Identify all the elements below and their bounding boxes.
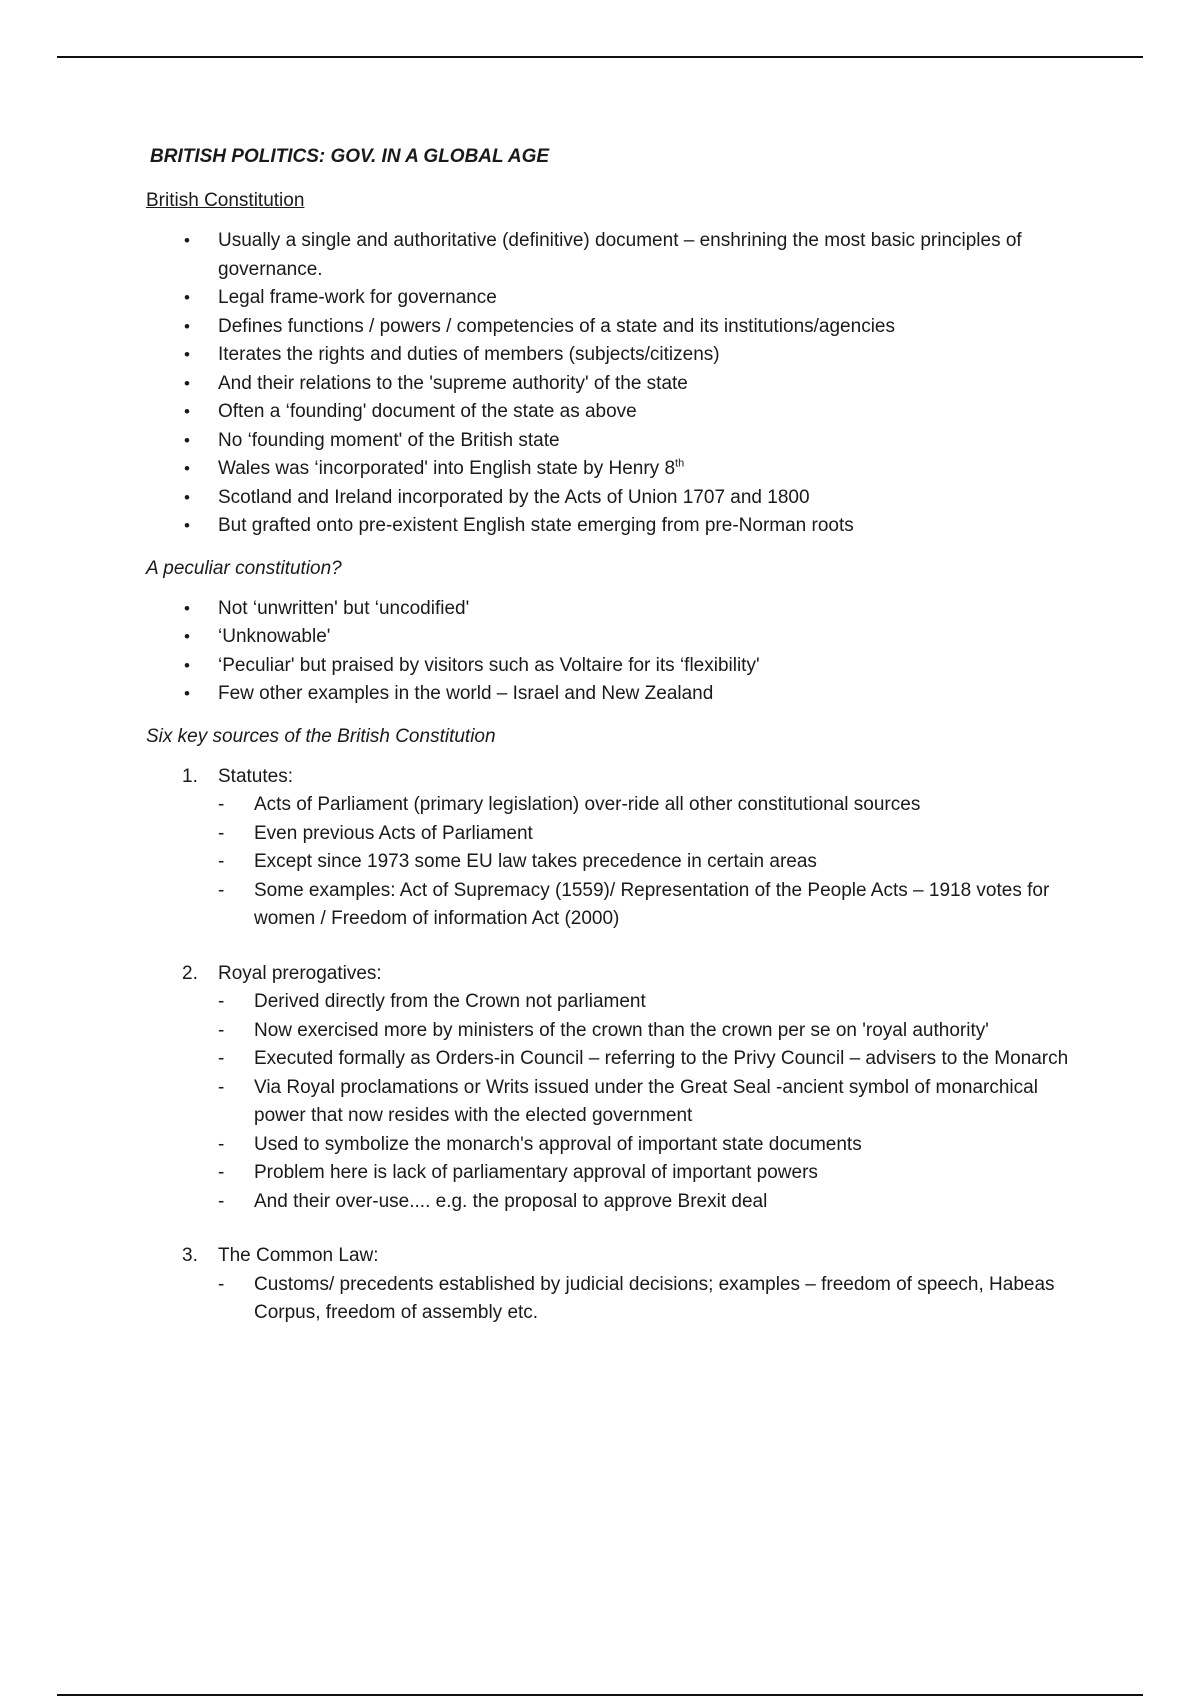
- list-item: - Executed formally as Orders-in Council – referring to the Privy Council – advisers to the Monarch: [146, 1045, 1086, 1074]
- list-item: - Customs/ precedents established by judicial decisions; examples – freedom of speech, Habeas Corpus, freedom of assembly etc.: [146, 1271, 1086, 1328]
- list-item: • Usually a single and authoritative (definitive) document – enshrining the most basic principles of governance.: [146, 227, 1086, 284]
- bullet-icon: •: [184, 487, 190, 507]
- list-item: - Used to symbolize the monarch's approval of important state documents: [146, 1131, 1086, 1160]
- dash-list: [146, 791, 1086, 934]
- bullet-icon: •: [184, 288, 190, 307]
- list-item: • Legal frame-work for governance: [146, 284, 1086, 313]
- bullet-icon: •: [184, 598, 190, 618]
- list-item: • But grafted onto pre-existent English state emerging from pre-Norman roots: [146, 512, 1086, 541]
- list-item: - Some examples: Act of Supremacy (1559)/ Representation of the People Acts – 1918 votes for women / Freedom of information Act (2000): [146, 877, 1086, 934]
- list-item: • Wales was ‘incorporated' into English state by Henry 8th: [146, 455, 1086, 484]
- document-title: BRITISH POLITICS: GOV. IN A GLOBAL AGE: [150, 146, 550, 167]
- dash-icon: -: [218, 1273, 225, 1295]
- bullet-list-british-constitution: [146, 227, 1086, 541]
- bullet-icon: •: [184, 373, 190, 393]
- top-rule: [57, 56, 1143, 58]
- list-item: • ‘Peculiar' but praised by visitors such as Voltaire for its ‘flexibility': [146, 652, 1086, 681]
- document-body: [146, 143, 1086, 1354]
- list-item: • And their relations to the 'supreme authority' of the state: [146, 370, 1086, 399]
- source-royal-prerogatives: [146, 960, 1086, 1217]
- dash-icon: -: [218, 1162, 225, 1183]
- dash-icon: -: [218, 1076, 225, 1098]
- bottom-rule: [57, 1694, 1143, 1696]
- dash-icon: -: [218, 1048, 225, 1069]
- dash-icon: -: [218, 794, 225, 815]
- list-item: - Except since 1973 some EU law takes precedence in certain areas: [146, 848, 1086, 877]
- list-item: - Now exercised more by ministers of the crown than the crown per se on 'royal authority': [146, 1017, 1086, 1046]
- bullet-list-peculiar-constitution: [146, 595, 1086, 709]
- list-item: • Scotland and Ireland incorporated by the Acts of Union 1707 and 1800: [146, 484, 1086, 513]
- source-common-law: [146, 1242, 1086, 1328]
- list-item: - Derived directly from the Crown not parliament: [146, 988, 1086, 1017]
- dash-list: [146, 1271, 1086, 1328]
- dash-icon: -: [218, 851, 225, 872]
- heading-peculiar-constitution: A peculiar constitution?: [146, 557, 342, 579]
- list-item: • Few other examples in the world – Israel and New Zealand: [146, 680, 1086, 709]
- list-item: • Not ‘unwritten' but ‘uncodified': [146, 595, 1086, 624]
- dash-icon: -: [218, 1019, 225, 1041]
- superscript-th: th: [675, 457, 685, 470]
- list-item: - Even previous Acts of Parliament: [146, 820, 1086, 849]
- source-heading: 2. Royal prerogatives:: [182, 962, 382, 984]
- dash-icon: -: [218, 822, 225, 844]
- bullet-icon: •: [184, 655, 190, 675]
- bullet-icon: •: [184, 627, 190, 646]
- list-item: - Problem here is lack of parliamentary approval of important powers: [146, 1159, 1086, 1188]
- dash-icon: -: [218, 1190, 225, 1212]
- list-item: • No ‘founding moment' of the British state: [146, 427, 1086, 456]
- dash-list: [146, 988, 1086, 1216]
- bullet-icon: •: [184, 316, 190, 336]
- source-statutes: [146, 763, 1086, 934]
- list-item: • Defines functions / powers / competencies of a state and its institutions/agencies: [146, 313, 1086, 342]
- list-item: - Via Royal proclamations or Writs issued under the Great Seal -ancient symbol of monarchical power that now resides with the elected government: [146, 1074, 1086, 1131]
- list-item: - And their over-use.... e.g. the proposal to approve Brexit deal: [146, 1188, 1086, 1217]
- bullet-icon: •: [184, 231, 190, 250]
- dash-icon: -: [218, 879, 225, 901]
- source-heading: 3. The Common Law:: [182, 1245, 379, 1266]
- list-item: - Acts of Parliament (primary legislation) over-ride all other constitutional sources: [146, 791, 1086, 820]
- list-item: • Iterates the rights and duties of members (subjects/citizens): [146, 341, 1086, 370]
- list-item: • Often a ‘founding' document of the state as above: [146, 398, 1086, 427]
- bullet-icon: •: [184, 430, 190, 450]
- source-heading: 1. Statutes:: [182, 765, 293, 787]
- heading-six-key-sources: Six key sources of the British Constitution: [146, 725, 496, 747]
- list-item: • ‘Unknowable': [146, 623, 1086, 652]
- bullet-icon: •: [184, 402, 190, 421]
- bullet-icon: •: [184, 345, 190, 364]
- dash-icon: -: [218, 991, 225, 1012]
- bullet-icon: •: [184, 684, 190, 703]
- bullet-icon: •: [184, 459, 190, 478]
- heading-british-constitution: British Constitution: [146, 190, 305, 211]
- bullet-icon: •: [184, 516, 190, 535]
- dash-icon: -: [218, 1133, 225, 1155]
